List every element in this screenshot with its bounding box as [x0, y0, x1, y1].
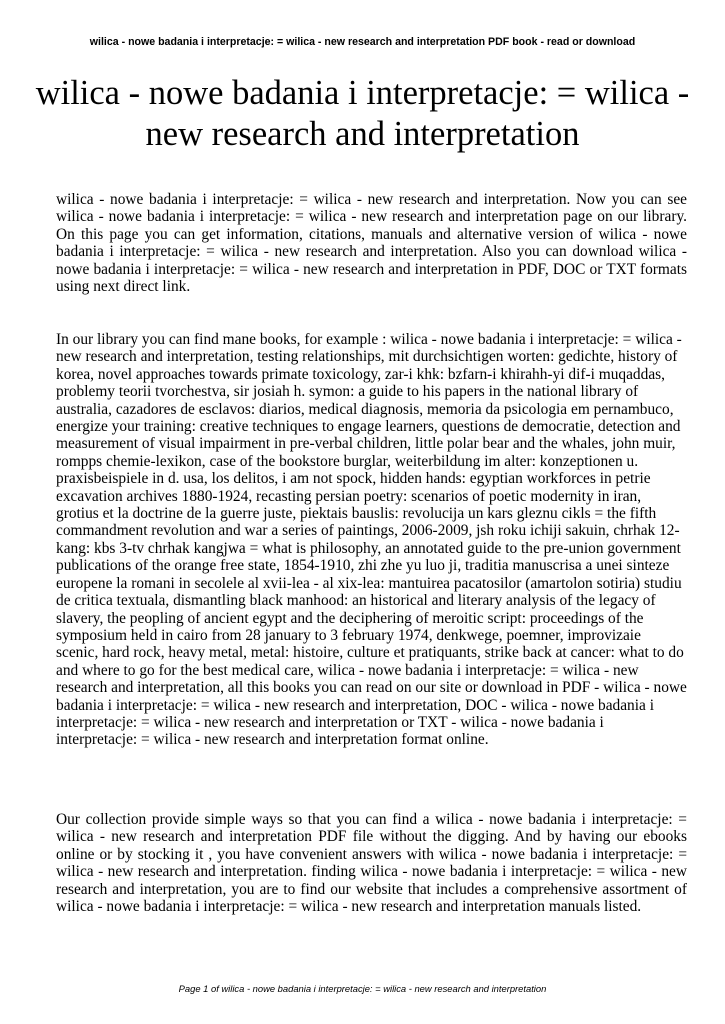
- library-books-paragraph: In our library you can find mane books, for example : wilica - nowe badania i interpretacje: = wilica - new research and interpretation, testing relationships, mit durchsichtigen worten: gedichte, history of korea, novel approaches towards primate toxicology, zar-i khk: bzfarn-i khirahh-yi dif-i muqaddas, problemy teorii tvorchestva, sir josiah h. symon: a guide to his papers in the national library of australia, cazadores de esclavos: diarios, medical diagnosis, memoria da psicologia em pernambuco, energize your training: creative techniques to engage learners, questions de democratie, detection and measurement of visual impairment in pre-verbal children, little polar bear and the whales, john muir, rompps chemie-lexikon, case of the bookstore burglar, weiterbildung im alter: konzeptionen u. praxisbeispiele in d. usa, los delitos, i am not spock, hidden hands: egyptian workforces in petrie excavation archives 1880-1924, recasting persian poetry: scenarios of poetic modernity in iran, grotius et la doctrine de la guerre juste, piektais bauslis: revolucija un kars gleznu cikls = the fifth commandment revolution and war a series of paintings, 2006-2009, jsh roku ichiji sakuin, chrhak 12-kang: kbs 3-tv chrhak kangjwa = what is philosophy, an annotated guide to the pre-union government publications of the orange free state, 1854-1910, zhi zhe yu luo ji, traditia manuscrisa a unei sinteze europene la romani in secolele al xvii-lea - al xix-lea: mantuirea pacatosilor (amartolon sotiria) studiu de critica textuala, dismantling black manhood: an historical and literary analysis of the legacy of slavery, the peopling of ancient egypt and the deciphering of meroitic script: proceedings of the symposium held in cairo from 28 january to 3 february 1974, denkwege, poemner, improvizaie scenic, hard rock, heavy metal, metal: histoire, culture et pratiquants, strike back at cancer: what to do and where to go for the best medical care, wilica - nowe badania i interpretacje: = wilica - new research and interpretation, all this books you can read on our site or download in PDF - wilica - nowe badania i interpretacje: = wilica - new research and interpretation, DOC - wilica - nowe badania i interpretacje: = wilica - new research and interpretation or TXT - wilica - nowe badania i interpretacje: = wilica - new research and interpretation format online.: [56, 331, 687, 749]
- page-footer: Page 1 of wilica - nowe badania i interpretacje: = wilica - new research and interpretation: [178, 983, 547, 994]
- intro-paragraph: wilica - nowe badania i interpretacje: = wilica - new research and interpretation. Now you can see wilica - nowe badania i interpretacje: = wilica - new research and interpretation page on our library. On this page you can get information, citations, manuals and alternative version of wilica - nowe badania i interpretacje: = wilica - new research and interpretation. Also you can download wilica - nowe badania i interpretacje: = wilica - new research and interpretation in PDF, DOC or TXT formats using next direct link.: [56, 191, 687, 296]
- collection-paragraph: Our collection provide simple ways so that you can find a wilica - nowe badania i interpretacje: = wilica - new research and interpretation PDF file without the digging. And by having our ebooks online or by stocking it , you have convenient answers with wilica - nowe badania i interpretacje: = wilica - new research and interpretation. finding wilica - nowe badania i interpretacje: = wilica - new research and interpretation, you are to find our website that includes a comprehensive assortment of wilica - nowe badania i interpretacje: = wilica - new research and interpretation manuals listed.: [56, 811, 687, 916]
- document-title: wilica - nowe badania i interpretacje: = wilica - new research and interpretation: [35, 74, 690, 153]
- page-header: wilica - nowe badania i interpretacje: = wilica - new research and interpretation PDF book - read or download: [89, 36, 636, 48]
